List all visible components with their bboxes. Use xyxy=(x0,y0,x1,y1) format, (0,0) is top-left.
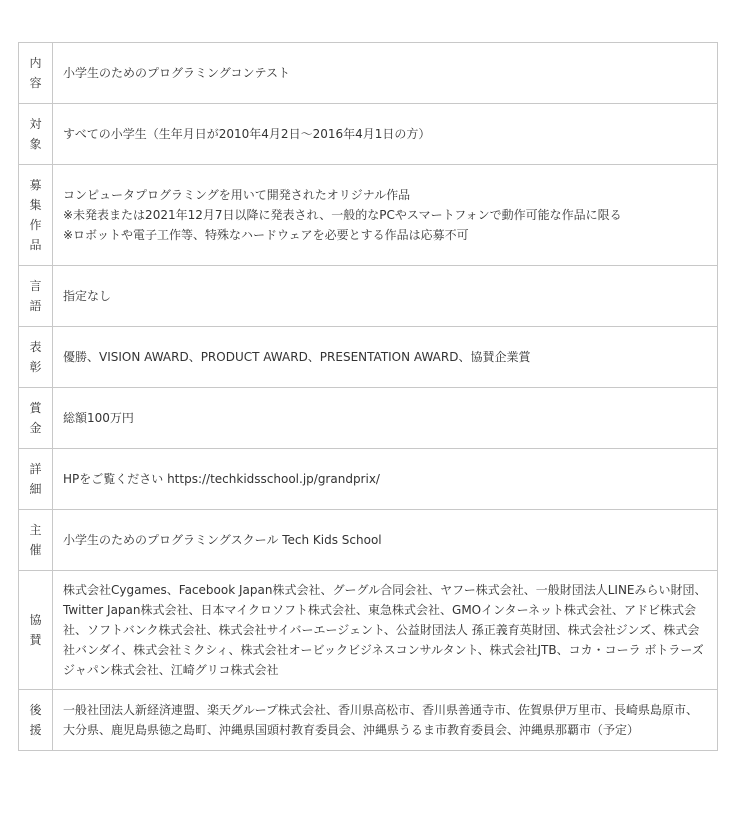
table-row-prize xyxy=(19,388,718,449)
label-text: 募集作品 xyxy=(29,178,42,252)
row-value xyxy=(53,690,718,751)
row-label xyxy=(19,165,53,266)
label-text: 表彰 xyxy=(29,340,42,374)
row-value xyxy=(53,388,718,449)
row-value xyxy=(53,104,718,165)
row-label xyxy=(19,690,53,751)
row-value xyxy=(53,571,718,690)
label-text: 対象 xyxy=(29,117,42,151)
value-line: 小学生のためのプログラミングスクール Tech Kids School xyxy=(63,533,382,547)
label-text: 賞金 xyxy=(29,401,42,435)
value-line: ※ロボットや電子工作等、特殊なハードウェアを必要とする作品は応募不可 xyxy=(63,228,469,242)
contest-info-table xyxy=(18,42,718,751)
row-value xyxy=(53,327,718,388)
row-label xyxy=(19,266,53,327)
table-row-content xyxy=(19,43,718,104)
table-row-entries xyxy=(19,165,718,266)
label-text: 内容 xyxy=(29,56,42,90)
table-row-supporters xyxy=(19,690,718,751)
value-line: 指定なし xyxy=(63,289,112,303)
label-text: 詳細 xyxy=(29,462,42,496)
value-line: 総額100万円 xyxy=(63,411,134,425)
row-value xyxy=(53,510,718,571)
table-row-target xyxy=(19,104,718,165)
table-row-language xyxy=(19,266,718,327)
value-line: 優勝、VISION AWARD、PRODUCT AWARD、PRESENTATION AWARD、協賛企業賞 xyxy=(63,350,531,364)
table-row-details xyxy=(19,449,718,510)
row-label xyxy=(19,43,53,104)
value-line: 小学生のためのプログラミングコンテスト xyxy=(63,66,291,80)
value-line: 株式会社Cygames、Facebook Japan株式会社、グーグル合同会社、ヤフー株式会社、一般財団法人LINEみらい財団、Twitter Japan株式会社、日本マイクロソフト株式会社、東急株式会社、GMOインターネット株式会社、アドビ株式会社、ソフトバンク株式会社、株式会社サイバーエージェント、公益財団法人 孫正義育英財団、株式会社ジンズ、株式会社バンダイ、株式会社ミクシィ、株式会社オービックビジネスコンサルタント、株式会社JTB、コカ・コーラ ボトラーズジャパン株式会社、江崎グリコ株式会社 xyxy=(63,583,707,677)
row-value xyxy=(53,165,718,266)
row-label xyxy=(19,388,53,449)
row-label xyxy=(19,571,53,690)
value-line: コンピュータプログラミングを用いて開発されたオリジナル作品 xyxy=(63,188,411,202)
label-text: 言語 xyxy=(29,279,42,313)
table-row-sponsors xyxy=(19,571,718,690)
row-value xyxy=(53,266,718,327)
row-label xyxy=(19,449,53,510)
row-label xyxy=(19,510,53,571)
label-text: 協賛 xyxy=(29,613,42,647)
row-value xyxy=(53,43,718,104)
value-line: HPをご覧ください https://techkidsschool.jp/grandprix/ xyxy=(63,472,380,486)
value-line: 一般社団法人新経済連盟、楽天グループ株式会社、香川県高松市、香川県善通寺市、佐賀県伊万里市、長崎県島原市、大分県、鹿児島県徳之島町、沖縄県国頭村教育委員会、沖縄県うるま市教育委員会、沖縄県那覇市（予定） xyxy=(63,703,699,737)
value-line: すべての小学生（生年月日が2010年4月2日〜2016年4月1日の方） xyxy=(63,127,431,141)
table-row-awards xyxy=(19,327,718,388)
row-label xyxy=(19,327,53,388)
label-text: 主催 xyxy=(29,523,42,557)
label-text: 後援 xyxy=(29,703,42,737)
value-line: ※未発表または2021年12月7日以降に発表され、一般的なPCやスマートフォンで動作可能な作品に限る xyxy=(63,208,622,222)
row-value xyxy=(53,449,718,510)
row-label xyxy=(19,104,53,165)
table-row-organizer xyxy=(19,510,718,571)
